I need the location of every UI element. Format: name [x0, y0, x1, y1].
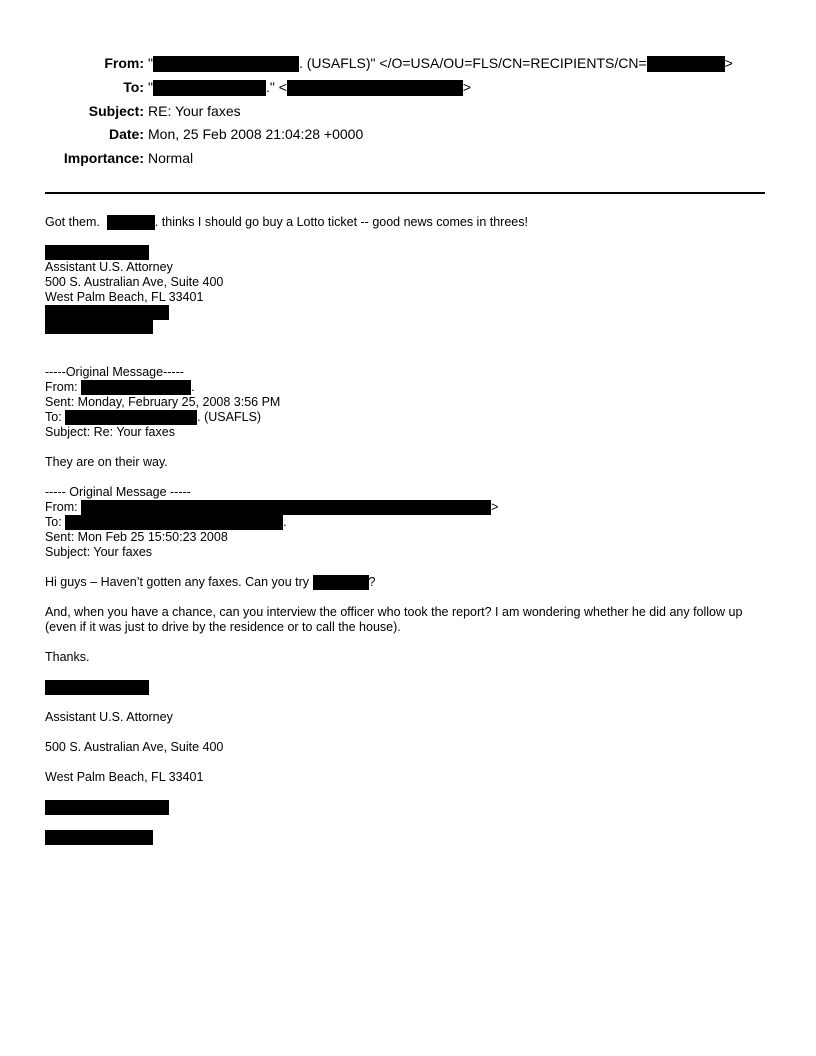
reply-line [45, 215, 528, 230]
signature-address-line1: 500 S. Australian Ave, Suite 400 [45, 740, 224, 754]
redaction-block [65, 410, 197, 425]
from-end: > [491, 500, 499, 514]
to-quote: " [148, 79, 153, 95]
signature-title: Assistant U.S. Attorney [45, 710, 173, 724]
redaction-block [81, 380, 191, 395]
original1-subject: Subject: Re: Your faxes [45, 425, 175, 439]
from-label: From: [104, 55, 144, 71]
to-label: To: [123, 79, 144, 95]
signature-address-line1: 500 S. Australian Ave, Suite 400 [45, 275, 224, 289]
reply-text-end: . thinks I should go buy a Lotto ticket -- good news comes in threes! [154, 215, 528, 229]
redaction-block [65, 515, 283, 530]
redaction-block [45, 305, 169, 320]
redaction-block [45, 320, 153, 334]
to-label: To: [45, 515, 62, 529]
original1-body: They are on their way. [45, 455, 168, 469]
from-label: From: [45, 380, 78, 394]
from-address: . (USAFLS)" </O=USA/OU=FLS/CN=RECIPIENTS/CN= [298, 55, 647, 71]
date-label: Date: [108, 126, 144, 142]
original2-from [45, 500, 498, 515]
original2-body-line1 [45, 575, 375, 590]
original1-to [45, 410, 261, 425]
from-end: . [191, 380, 195, 394]
signature-address-line2: West Palm Beach, FL 33401 [45, 770, 204, 784]
redaction-block [107, 215, 155, 230]
redaction-block [45, 680, 149, 695]
original1-from [45, 380, 195, 395]
body-text-end: ? [368, 575, 376, 589]
to-end: . [283, 515, 287, 529]
original2-body-paragraph: And, when you have a chance, can you interview the officer who took the report? I am wondering whether he did any follow up (even if it was just to drive by the residence or to call the house). [45, 605, 743, 634]
redaction-block [45, 830, 153, 845]
to-mid: ." < [265, 79, 287, 95]
redaction-block [153, 56, 299, 72]
from-quote: " [148, 55, 153, 71]
redaction-block [45, 800, 169, 815]
original-message-separator: -----Original Message----- [45, 365, 184, 379]
date-value: Mon, 25 Feb 2008 21:04:28 +0000 [148, 126, 364, 142]
original2-sent: Sent: Mon Feb 25 15:50:23 2008 [45, 530, 228, 544]
header-date-row [0, 124, 816, 144]
importance-label: Importance: [63, 150, 144, 166]
to-label: To: [45, 410, 62, 424]
header-importance-row [0, 148, 816, 168]
original2-thanks: Thanks. [45, 650, 90, 664]
subject-value: RE: Your faxes [148, 103, 241, 119]
subject-label: Subject: [88, 103, 144, 119]
from-label: From: [45, 500, 78, 514]
header-divider [45, 192, 765, 194]
signature-address-line2: West Palm Beach, FL 33401 [45, 290, 204, 304]
header-from-row [0, 53, 816, 73]
original-message-separator: ----- Original Message ----- [45, 485, 191, 499]
signature-title: Assistant U.S. Attorney [45, 260, 173, 274]
redaction-block [45, 245, 149, 260]
importance-value: Normal [148, 150, 194, 166]
header-to-row [0, 77, 816, 97]
redaction-block [81, 500, 491, 515]
redaction-block [287, 80, 463, 96]
redaction-block [647, 56, 725, 72]
reply-text-start: Got them. [45, 215, 100, 229]
to-end: > [462, 79, 472, 95]
from-value [148, 53, 733, 73]
original1-sent: Sent: Monday, February 25, 2008 3:56 PM [45, 395, 281, 409]
body-text-start: Hi guys – Haven’t gotten any faxes. Can you try [45, 575, 310, 589]
original2-subject: Subject: Your faxes [45, 545, 153, 559]
to-end: . (USAFLS) [197, 410, 262, 424]
from-end: > [724, 55, 733, 71]
redaction-block [313, 575, 369, 590]
header-subject-row [0, 101, 816, 121]
redaction-block [153, 80, 266, 96]
original2-to [45, 515, 287, 530]
to-value [148, 77, 471, 97]
